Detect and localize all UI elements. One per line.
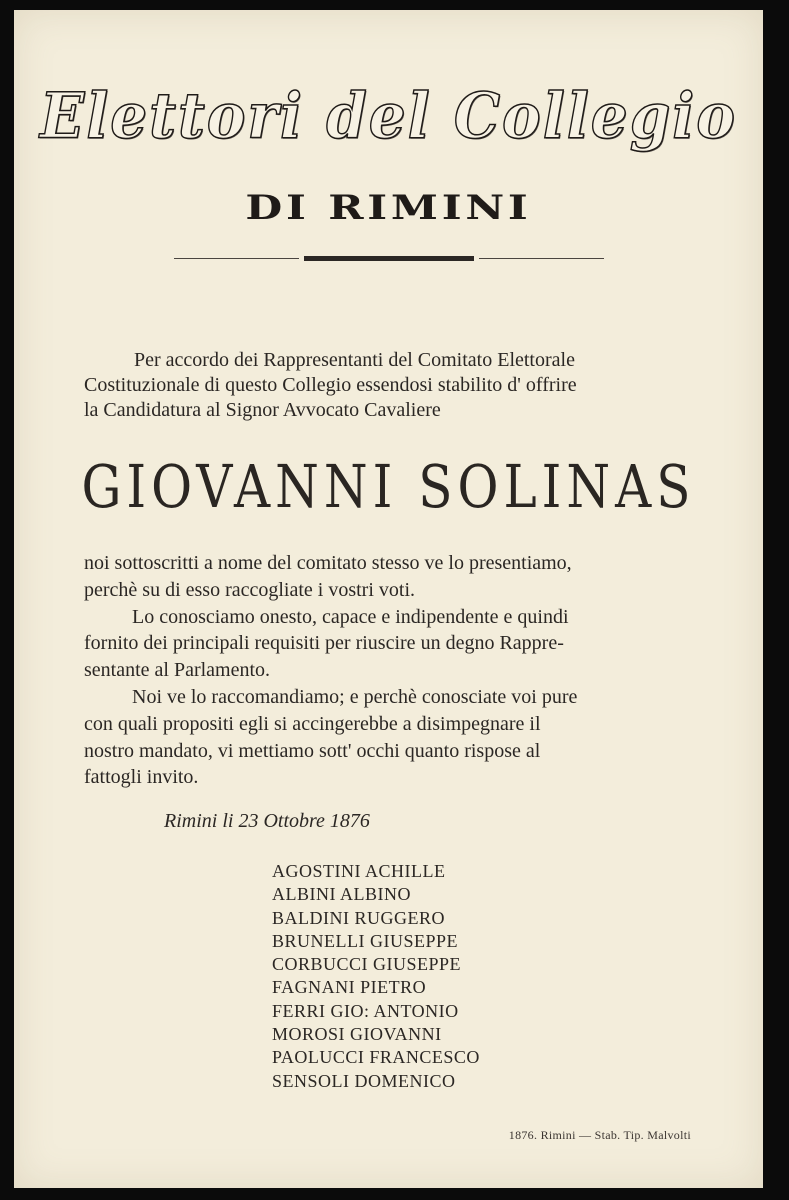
divider-bar xyxy=(304,256,474,261)
signatory: AGOSTINI ACHILLE xyxy=(272,861,446,881)
body-line: fattogli invito. xyxy=(84,766,199,789)
signatory: MOROSI GIOVANNI xyxy=(272,1024,442,1045)
candidate-name: GIOVANNI SOLINAS xyxy=(81,452,696,522)
signatory: CORBUCCI GIUSEPPE xyxy=(272,954,462,975)
date-line: Rimini li 23 Ottobre 1876 xyxy=(164,810,370,832)
signatory: BALDINI RUGGERO xyxy=(272,907,445,928)
body-line: perchè su di esso raccogliate i vostri voti. xyxy=(84,578,416,601)
signatory: ALBINI ALBINO xyxy=(272,884,411,905)
intro-paragraph xyxy=(84,348,694,423)
ornamental-divider xyxy=(174,256,604,262)
body-line: fornito dei principali requisiti per riuscire un degno Rappre- xyxy=(84,632,564,655)
body-paragraphs xyxy=(84,550,694,791)
intro-line: Per accordo dei Rappresentanti del Comitato Elettorale xyxy=(134,349,575,371)
poster-subtitle: DI RIMINI xyxy=(245,188,532,228)
poster-sheet xyxy=(14,10,763,1188)
signatory: FAGNANI PIETRO xyxy=(272,977,427,998)
signatory-list xyxy=(272,860,480,1093)
signatory: PAOLUCCI FRANCESCO xyxy=(272,1047,480,1068)
body-line: con quali propositi egli si accingerebbe a disimpegnare il xyxy=(84,712,541,735)
body-line: Lo conosciamo onesto, capace e indipendente e quindi xyxy=(132,605,569,628)
signatory: SENSOLI DOMENICO xyxy=(272,1070,456,1091)
body-line: Noi ve lo raccomandiamo; e perchè conosciate voi pure xyxy=(132,685,578,708)
printer-imprint: 1876. Rimini — Stab. Tip. Malvolti xyxy=(508,1128,691,1142)
signatory: BRUNELLI GIUSEPPE xyxy=(272,930,459,951)
body-line: nostro mandato, vi mettiamo sott' occhi quanto rispose al xyxy=(84,739,541,762)
intro-line: Costituzionale di questo Collegio essendosi stabilito d' offrire xyxy=(84,374,577,396)
intro-line: la Candidatura al Signor Avvocato Cavaliere xyxy=(84,399,441,421)
divider-line-right xyxy=(479,258,604,259)
poster-title: Elettori del Collegio xyxy=(40,79,737,153)
divider-line-left xyxy=(174,258,299,259)
body-line: sentante al Parlamento. xyxy=(84,659,271,682)
signatory: FERRI GIO: ANTONIO xyxy=(272,1000,459,1021)
body-line: noi sottoscritti a nome del comitato stesso ve lo presentiamo, xyxy=(84,552,572,574)
